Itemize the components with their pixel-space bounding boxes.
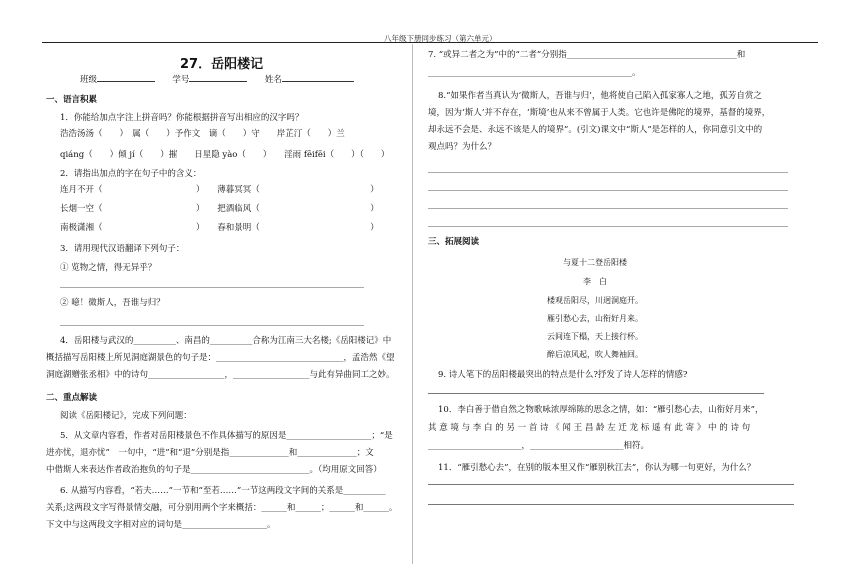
question-10-line-3: ______________________，______________________相符。 xyxy=(428,441,650,451)
poem-title: 与夏十二登岳阳楼 xyxy=(563,258,627,267)
question-2-row-2: 长烟一空（ ） 把酒临风（ ） xyxy=(60,204,379,214)
question-11: 11．“雁引愁心去”，在别的版本里又作“雁别秋江去”，你认为哪一句更好，为什么？ xyxy=(438,463,756,473)
poem-line: 醉后凉风起，吹人舞袖回。 xyxy=(547,350,643,359)
answer-line[interactable] xyxy=(428,484,794,485)
question-5-line-3: 中借斯人来表达作者政治抱负的句子是____________________________。（均用原文回答） xyxy=(46,465,382,475)
question-1-row-2: qiáng（ ）倾 jí（ ）摧 日星隐 yào（ ） 淫雨 fēifēi（ ）（ ） xyxy=(60,150,390,160)
question-6-line-3: 下文中与这两段文字相对应的词句是____________________。 xyxy=(46,520,276,530)
question-8-line-2: 境，因为‘斯人’并不存在，‘斯境’也从来不曾属于人类。它也许是佛陀的境界，基督的境界， xyxy=(428,108,771,118)
question-8-line-4: 观点吗？为什么？ xyxy=(428,142,497,152)
question-5-line-2: 进亦忧，退亦忧” 一句中，“进”和“退”分别是指______________和______________；文 xyxy=(46,448,374,458)
column-divider xyxy=(412,44,413,564)
student-info-row xyxy=(80,73,354,86)
poem-line: 云间连下榻，天上接行杯。 xyxy=(547,332,643,341)
answer-line[interactable] xyxy=(428,226,788,227)
question-6-line-2: 关系;这两段文字写得景情交融，可分别用两个字来概括：______和______；______和______。 xyxy=(46,503,398,513)
question-2: 2．请指出加点的字在句子中的含义： xyxy=(60,169,202,179)
section-language: 一、语言积累 xyxy=(46,95,98,105)
answer-line[interactable] xyxy=(428,393,764,394)
question-4-line-1: 4．岳阳楼与武汉的__________、南昌的__________合称为江南三大名楼;《岳阳楼记》中 xyxy=(60,336,392,346)
section-key-reading: 二、重点解读 xyxy=(46,393,98,403)
question-3-sentence-1: ① 览物之情，得无异乎？ xyxy=(60,263,157,273)
question-8-line-3: 却永远不会是、永远不该是人的境界”。(引文)课文中“斯人”是怎样的人，你同意引文中的 xyxy=(428,125,763,135)
question-5-line-1: 5．从文章内容看，作者对岳阳楼景色不作具体描写的原因是____________________；“是 xyxy=(60,431,393,441)
class-blank[interactable] xyxy=(97,73,155,82)
question-6-line-1: 6. 从描写内容看，“若夫……”一节和“至若……”一节这两段文字间的关系是__________ xyxy=(60,486,386,496)
question-4-line-2: 概括描写岳阳楼上所见洞庭湖景色的句子是：______________________________，孟浩然《望 xyxy=(46,353,395,363)
question-10-line-1: 10．李白善于借自然之物歌咏浓厚绵陈的思念之情，如：“雁引愁心去，山衔好月来”， xyxy=(438,405,764,415)
answer-line[interactable] xyxy=(60,325,364,326)
question-7-line-1: 7. “或异二者之为”中的“二者”分别指________________________________________和 xyxy=(428,50,746,60)
answer-line[interactable] xyxy=(428,172,788,173)
reading-intro: 阅读《岳阳楼记》，完成下列问题： xyxy=(60,411,192,421)
page-header: 八年级下册同步练习（第六单元） xyxy=(384,34,497,43)
name-label: 姓名 xyxy=(264,75,282,85)
question-10-line-2: 其 意 境 与 李 白 的 另 一 首 诗 《 闻 王 昌 龄 左 迁 龙 标 遥 有 此 寄 》 中 的 诗 句 xyxy=(428,423,751,433)
name-blank[interactable] xyxy=(282,73,354,82)
answer-line[interactable] xyxy=(428,208,788,209)
poem-line: 雁引愁心去，山衔好月来。 xyxy=(547,314,643,323)
question-7-line-2: ________________________________________________。 xyxy=(428,68,641,78)
answer-line[interactable] xyxy=(428,504,794,505)
question-2-row-3: 南极潇湘（ ） 春和景明（ ） xyxy=(60,223,379,233)
question-1-row-1: 浩浩汤汤（ ） 属（ ）予作文 谪（ ）守 岸芷汀（ ）兰 xyxy=(60,129,345,139)
poem-author: 李 白 xyxy=(583,277,607,286)
student-number-label: 学号 xyxy=(172,75,190,85)
question-8-line-1: 8.“如果作者当真认为‘微斯人，吾谁与归’，他将使自己陷入孤家寡人之地，孤芳自赏之 xyxy=(438,91,762,101)
answer-line[interactable] xyxy=(428,190,788,191)
question-9: 9. 诗人笔下的岳阳楼最突出的特点是什么?抒发了诗人怎样的情感? xyxy=(438,370,688,380)
header-rule xyxy=(42,42,818,43)
question-1: 1．你能给加点字注上拼音吗？你能根据拼音写出相应的汉字吗？ xyxy=(60,113,304,123)
question-3-sentence-2: ② 噫！微斯人，吾谁与归？ xyxy=(60,298,165,308)
student-number-blank[interactable] xyxy=(189,73,247,82)
question-4-line-3: 洞庭湖赠张丞相》中的诗句__________________，__________________与此有异曲同工之妙。 xyxy=(46,370,395,380)
answer-line[interactable] xyxy=(60,287,364,288)
section-extended-reading: 三、拓展阅读 xyxy=(428,237,480,247)
question-2-row-1: 连月不开（ ） 薄暮冥冥（ ） xyxy=(60,185,379,195)
poem-line: 楼观岳阳尽，川迥洞庭开。 xyxy=(547,296,643,305)
class-label: 班级 xyxy=(80,75,98,85)
question-3: 3．请用现代汉语翻译下列句子： xyxy=(60,244,185,254)
lesson-title: 27．岳阳楼记 xyxy=(180,57,264,72)
